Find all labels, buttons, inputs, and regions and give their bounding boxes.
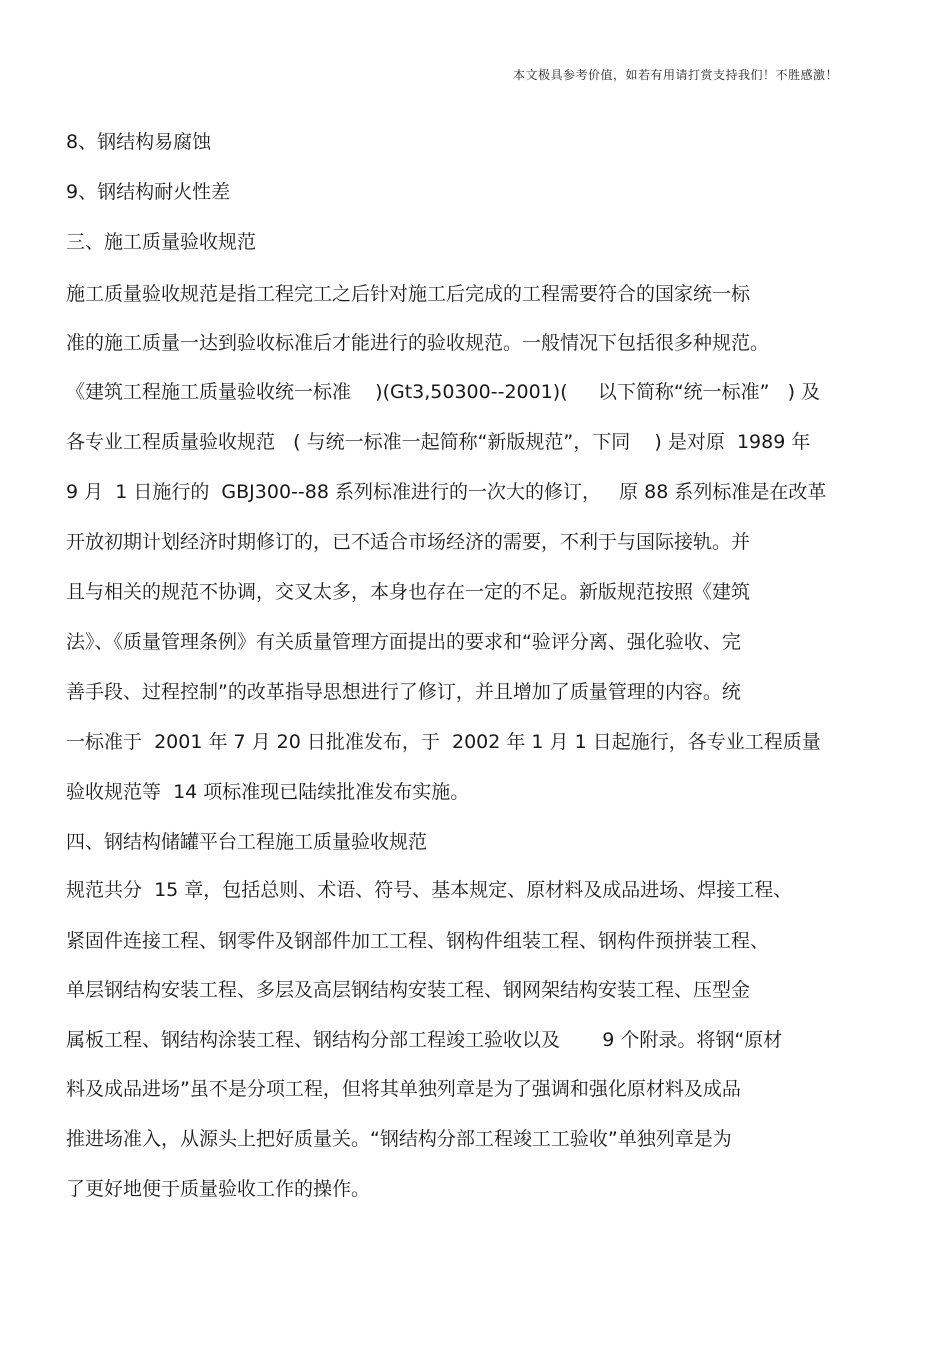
text-line: 规范共分 15 章，包括总则、术语、符号、基本规定、原材料及成品进场、焊接工程、: [66, 879, 793, 901]
section-heading: 四、钢结构储罐平台工程施工质量验收规范: [66, 831, 428, 853]
text-line: 法》、《质量管理条例》有关质量管理方面提出的要求和“验评分离、强化验收、完: [66, 631, 741, 653]
header-note: 本文极具参考价值，如若有用请打赏支持我们！不胜感激！: [512, 68, 838, 82]
text-line: 属板工程、钢结构涂装工程、钢结构分部工程竣工验收以及 9 个附录。将钢“原材: [66, 1029, 783, 1051]
text-line: 各专业工程质量验收规范 ( 与统一标准一起简称“新版规范”，下同 ) 是对原 1989 年: [66, 431, 811, 453]
text-line: 《建筑工程施工质量验收统一标准 )(Gt3,50300--2001)( 以下简称“统一标准” ) 及: [66, 381, 821, 403]
text-line: 9、钢结构耐火性差: [66, 181, 231, 203]
text-line: 紧固件连接工程、钢零件及钢部件加工工程、钢构件组装工程、钢构件预拼装工程、: [66, 930, 770, 952]
text-line: 9 月 1 日施行的 GBJ300--88 系列标准进行的一次大的修订， 原 88 系列标准是在改革: [66, 481, 827, 503]
text-line: 验收规范等 14 项标准现已陆续批准发布实施。: [66, 781, 470, 803]
text-line: 料及成品进场”虽不是分项工程，但将其单独列章是为了强调和强化原材料及成品: [66, 1078, 741, 1100]
text-line: 施工质量验收规范是指工程完工之后针对施工后完成的工程需要符合的国家统一标: [66, 283, 751, 305]
text-line: 开放初期计划经济时期修订的，已不适合市场经济的需要，不利于与国际接轨。并: [66, 531, 751, 553]
text-line: 善手段、过程控制”的改革指导思想进行了修订，并且增加了质量管理的内容。统: [66, 681, 741, 703]
text-line: 一标准于 2001 年 7 月 20 日批准发布，于 2002 年 1 月 1 日起施行，各专业工程质量: [66, 731, 821, 753]
text-line: 单层钢结构安装工程、多层及高层钢结构安装工程、钢网架结构安装工程、压型金: [66, 979, 751, 1001]
text-line: 推进场准入，从源头上把好质量关。“钢结构分部工程竣工工验收”单独列章是为: [66, 1128, 732, 1150]
text-line: 且与相关的规范不协调，交叉太多，本身也存在一定的不足。新版规范按照《建筑: [66, 581, 751, 603]
text-line: 准的施工质量一达到验收标准后才能进行的验收规范。一般情况下包括很多种规范。: [66, 332, 770, 354]
text-line: 了更好地便于质量验收工作的操作。: [66, 1178, 371, 1200]
text-line: 8、钢结构易腐蚀: [66, 131, 212, 153]
section-heading: 三、施工质量验收规范: [66, 231, 257, 253]
